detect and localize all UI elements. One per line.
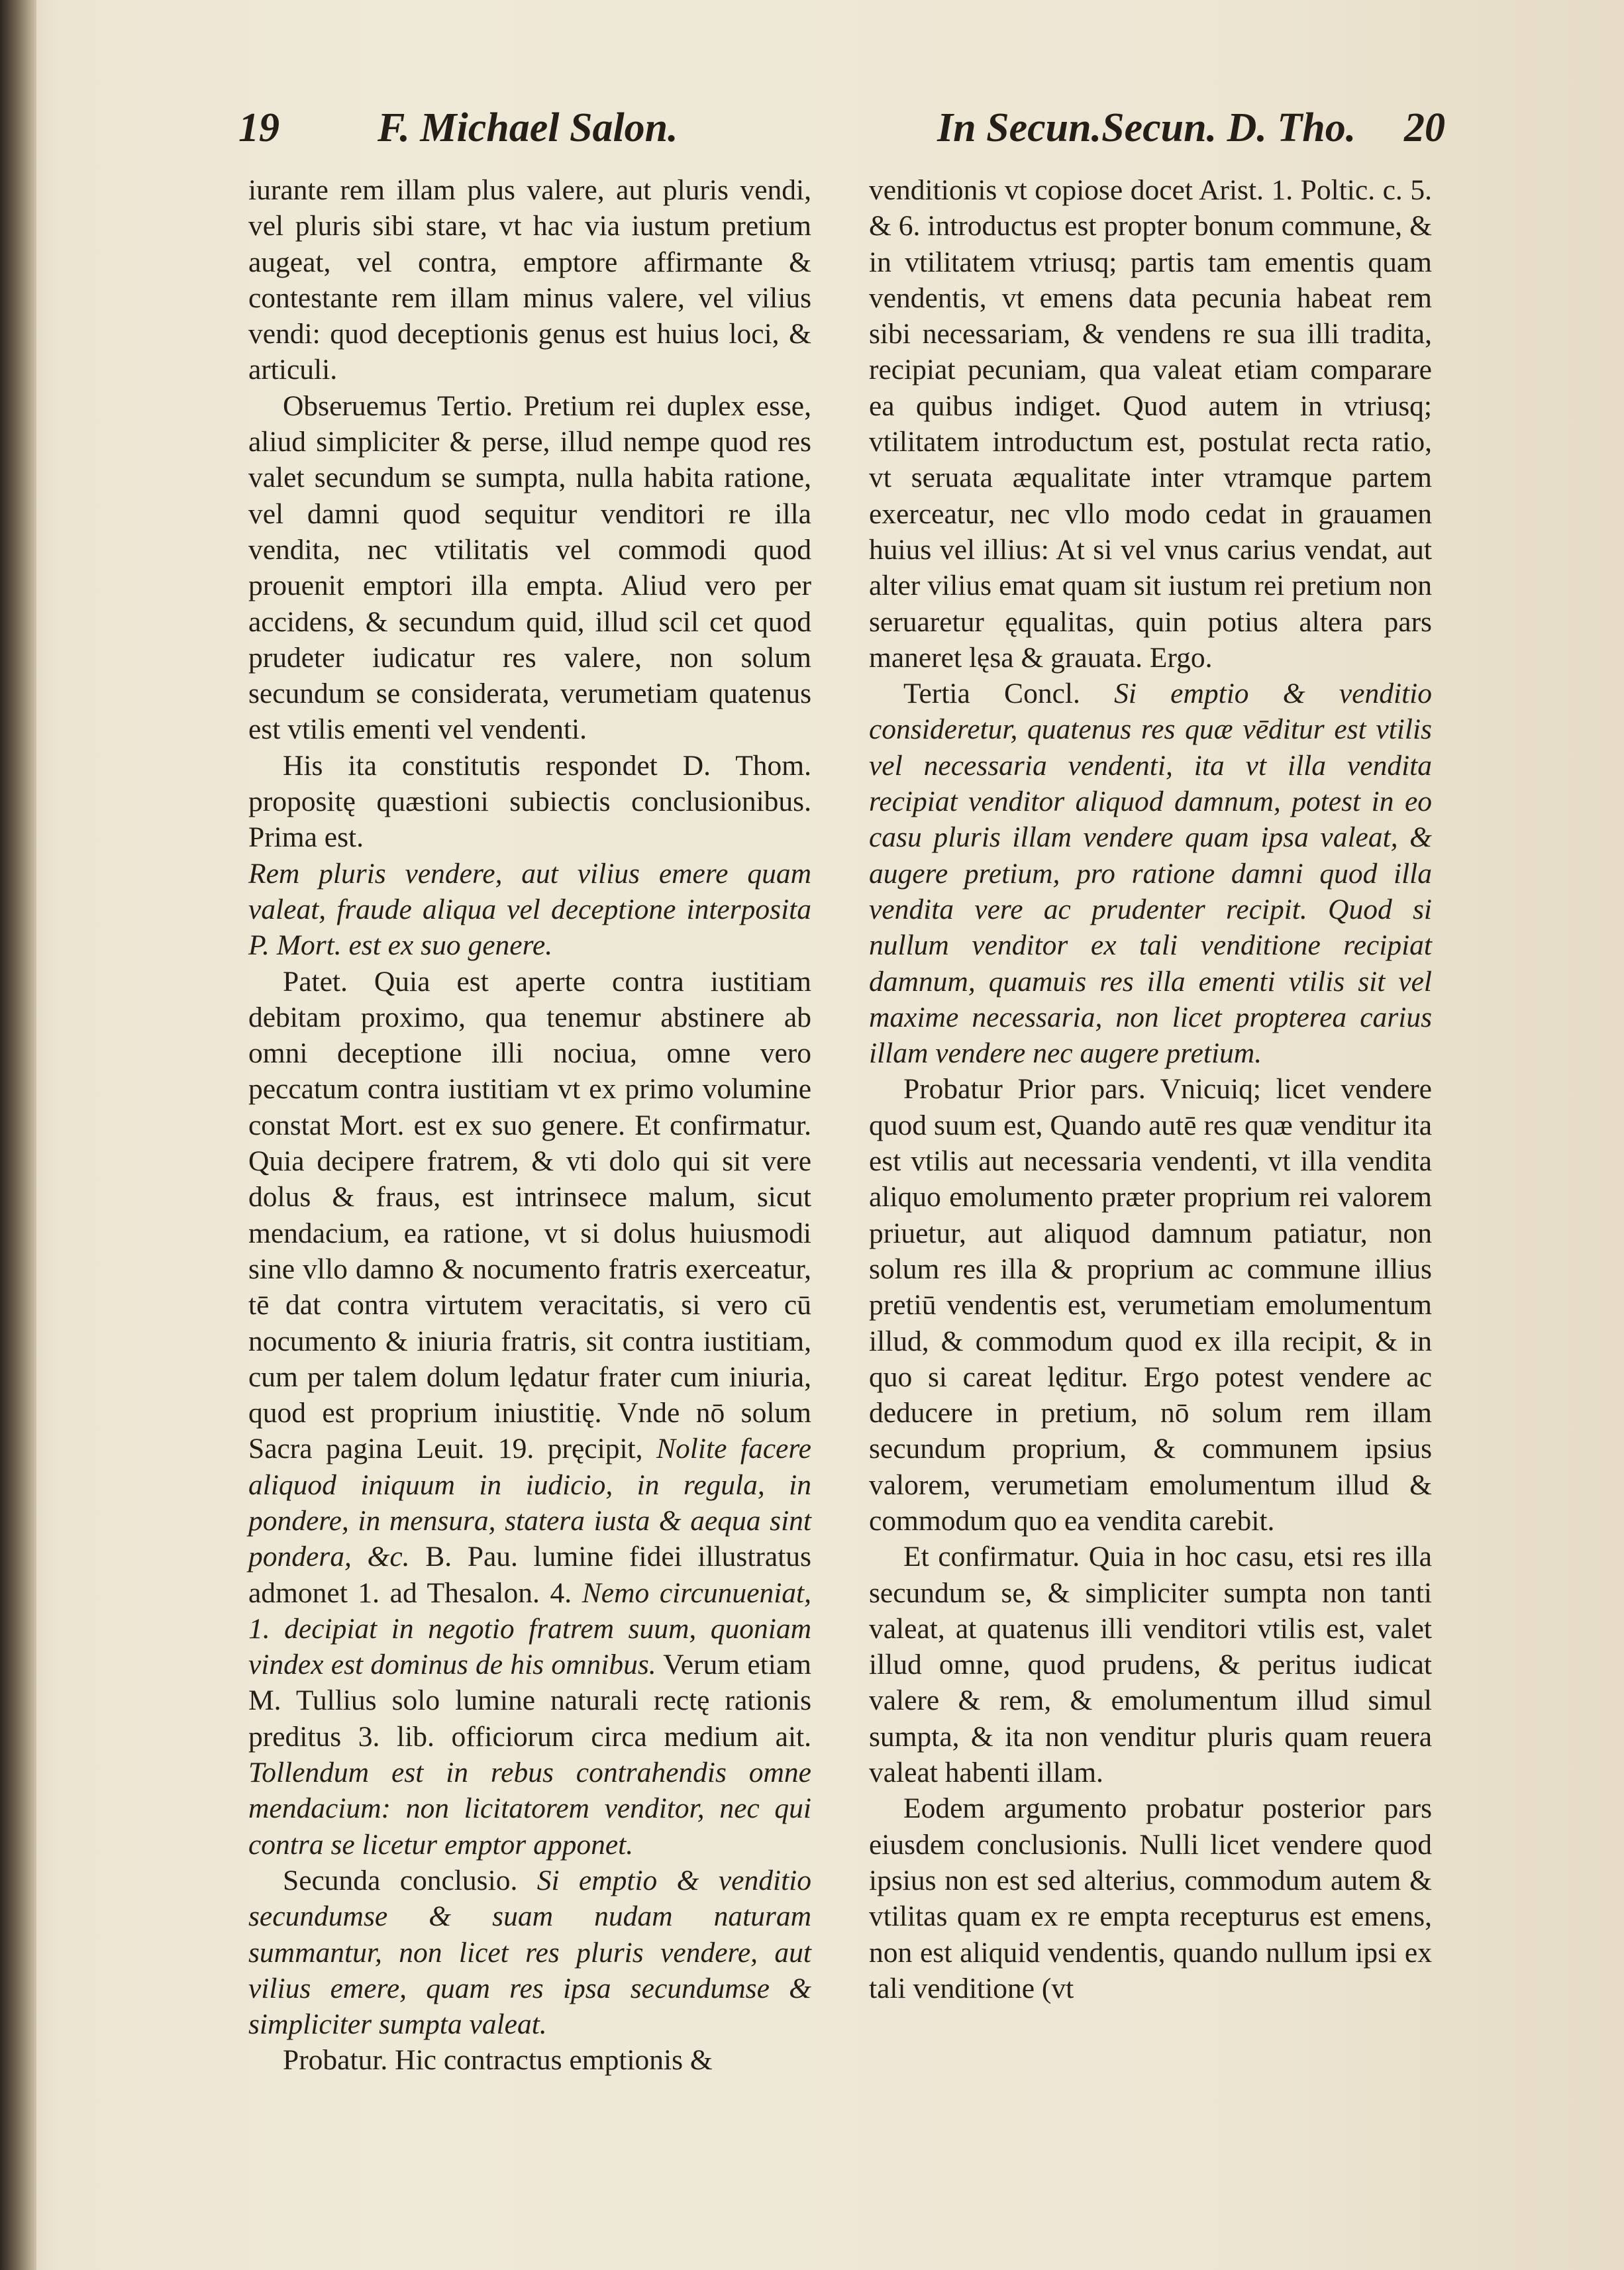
quotation: Nolite facere aliquod iniquum in iudicio, in regula, in pondere, in mensura, statera iusta & aequa sint pondera, &c. [248,1433,811,1573]
paragraph: Tertia Concl. Si emptio & venditio consideretur, quatenus res quæ vēditur est vtilis vel necessaria vendenti, ita vt illa vendita recipiat venditor aliquod damnum, potest in eo casu pluris illam vendere quam ipsa valeat, & augere pretium, pro ratione damni quod illa vendita vere ac prudenter recipit. Quod si nullum venditor ex tali venditione recipiat damnum, quamuis res illa ementi vtilis sit vel maxime necessaria, non licet propterea carius illam vendere nec augere pretium. [869,678,1432,1070]
paragraph: Eodem argumento probatur posterior pars eiusdem conclusionis. Nulli licet vendere quod ipsius non est sed alterius, commodum autem & vtilitas quam ex re empta recepturus est emens, non est aliquid vendentis, quando nullum ipsi ex tali venditione (vt [869,1792,1432,2004]
paragraph: Et confirmatur. Quia in hoc casu, etsi res illa secundum se, & simpliciter sumpta non tanti valeat, at quatenus illi venditori vtilis est, valet illud omne, quod prudens, & peritus iudicat valere & rem, & emolumentum illud simul sumpta, & ita non venditur pluris quam reuera valeat habenti illam. [869,1541,1432,1789]
paragraph: iurante rem illam plus valere, aut pluris vendi, vel pluris sibi stare, vt hac via iustum pretium augeat, vel contra, emptore affirmante & contestante rem illam minus valere, vel vilius vendi: quod deceptionis genus est huius loci, & articuli. [248,174,811,386]
running-head [238,105,1464,164]
paragraph: Probatur. Hic contractus emptionis & [283,2044,713,2077]
running-head-author: F. Michael Salon. [378,105,678,150]
quotation: Nemo circunueniat, 1. decipiat in negotio fratrem suum, quoniam vindex est dominus de his omnibus. [248,1576,811,1681]
running-head-work: In Secun.Secun. D. Tho. [937,105,1356,150]
paragraph: Obseruemus Tertio. Pretium rei duplex esse, aliud simpliciter & perse, illud nempe quod res valet secundum se sumpta, nulla habita ratione, vel damni quod sequitur venditori re illa vendita, nec vtilitatis vel commodi quod prouenit emptori illa empta. Aliud vero per accidens, & secundum quid, illud scil cet quod prudeter iudicatur res valere, non solum secundum se considerata, verumetiam quatenus est vtilis ementi vel vendenti. [248,389,811,746]
left-column [248,172,811,2079]
quotation: Tollendum est in rebus contrahendis omne mendacium: non licitatorem venditor, nec qui contra se licetur emptor apponet. [248,1757,811,1861]
binding-gutter [0,0,36,2270]
conclusion-statement: Si emptio & venditio secundumse & suam nudam naturam summantur, non licet res pluris vendere, aut vilius emere, quam res ipsa secundumse & simpliciter sumpta valeat. [248,1864,811,2041]
conclusion-statement: Si emptio & venditio consideretur, quatenus res quæ vēditur est vtilis vel necessaria vendenti, ita vt illa vendita recipiat venditor aliquod damnum, potest in eo casu pluris illam vendere quam ipsa valeat, & augere pretium, pro ratione damni quod illa vendita vere ac prudenter recipit. Quod si nullum venditor ex tali venditione recipiat damnum, quamuis res illa ementi vtilis sit vel maxime necessaria, non licet propterea carius illam vendere nec augere pretium. [869,678,1432,1070]
paragraph: venditionis vt copiose docet Arist. 1. Poltic. c. 5. & 6. introductus est propter bonum commune, & in vtilitatem vtriusq; partis tam ementis quam vendentis, vt emens data pecunia habeat rem sibi necessariam, & vendens re sua illi tradita, recipiat pecuniam, qua valeat etiam comparare ea quibus indiget. Quod autem in vtriusq; vtilitatem introductum est, postulat recta ratio, vt seruata æqualitate inter vtramque partem exerceatur, nec vllo modo cedat in grauamen huius vel illius: At si vel vnus carius vendat, aut alter vilius emat quam sit iustum rei pretium non seruaretur ęqualitas, quin potius altera pars maneret lęsa & grauata. Ergo. [869,174,1432,674]
page-number-left: 19 [238,105,279,150]
paragraph: Secunda conclusio. Si emptio & venditio secundumse & suam nudam naturam summantur, non licet res pluris vendere, aut vilius emere, quam res ipsa secundumse & simpliciter sumpta valeat. [248,1864,811,2041]
paragraph: Patet. Quia est aperte contra iustitiam debitam proximo, qua tenemur abstinere ab omni deceptione illi nociua, omne vero peccatum contra iustitiam vt ex primo volumine constat Mort. est ex suo genere. Et confirmatur. Quia decipere fratrem, & vti dolo qui sit vere dolus & fraus, est intrinsece malum, sicut mendacium, ea ratione, vt si dolus huiusmodi sine vllo damno & nocumento fratris exerceatur, tē dat contra virtutem veracitatis, si vero cū nocumento & iniuria fratris, sit contra iustitiam, cum per talem dolum lędatur frater cum iniuria, quod est proprium iniustitię. Vnde nō solum Sacra pagina Leuit. 19. pręcipit, Nolite facere aliquod iniquum in iudicio, in regula, in pondere, in mensura, statera iusta & aequa sint pondera, &c. B. Pau. lumine fidei illustratus admonet 1. ad Thesalon. 4. Nemo circunueniat, 1. decipiat in negotio fratrem suum, quoniam vindex est dominus de his omnibus. Verum etiam M. Tullius solo lumine naturali rectę rationis preditus 3. lib. officiorum circa medium ait. Tollendum est in rebus contrahendis omne mendacium: non licitatorem venditor, nec qui contra se licetur emptor apponet. [248,965,811,1861]
right-column [869,172,1432,2006]
page-number-right: 20 [1404,105,1445,150]
conclusion-statement: Rem pluris vendere, aut vilius emere quam valeat, fraude aliqua vel deceptione interposita P. Mort. est ex suo genere. [248,857,811,962]
paragraph: His ita constitutis respondet D. Thom. propositę quæstioni subiectis conclusionibus. Prima est. [248,749,811,854]
paragraph: Probatur Prior pars. Vnicuiq; licet vendere quod suum est, Quando autē res quæ venditur ita est vtilis aut necessaria vendenti, vt illa vendita aliquo emolumento præter proprium rei valorem priuetur, aut aliquod damnum patiatur, non solum res illa & proprium ac commune illius pretiū vendentis est, verumetiam emolumentum illud, & commodum quod ex illa recipit, & in quo si careat lęditur. Ergo potest vendere ac deducere in pretium, nō solum rem illam secundum proprium, & communem ipsius valorem, verumetiam emolumentum illud & commodum quo ea vendita carebit. [869,1073,1432,1537]
